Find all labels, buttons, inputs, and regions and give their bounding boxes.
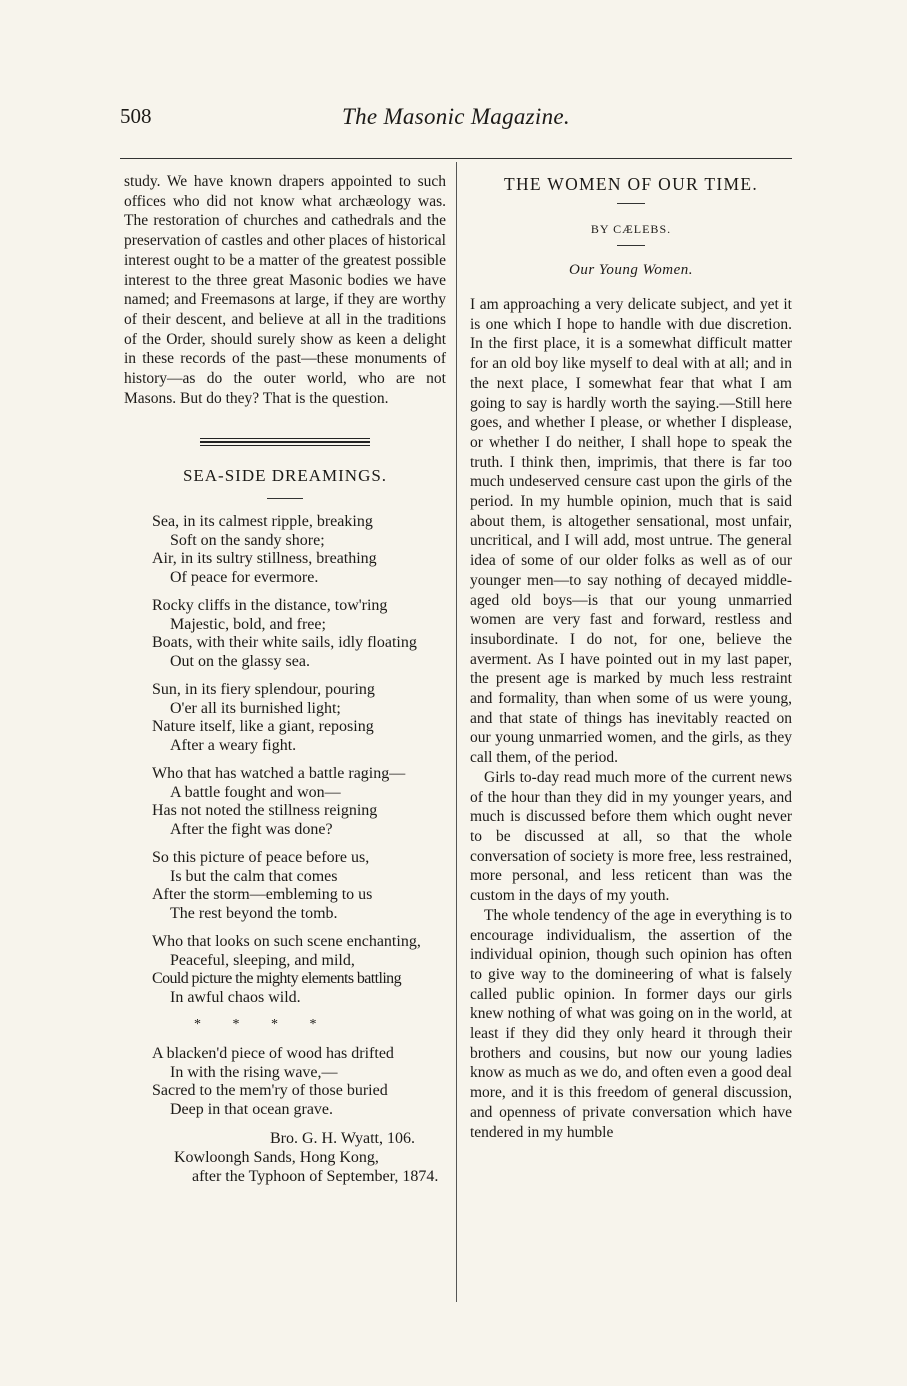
section-separator: * * * * — [194, 1017, 317, 1033]
verse-line: In with the rising wave,— — [170, 1063, 338, 1081]
article-paragraph: I am approaching a very delicate subject, and yet it is one which I hope to handle with due discretion. In the first place, it is a somewhat difficult matter for an old boy like myself to deal with at all; and in the next place, I somewhat fear that what I am going to say is hardly worth the saying.—Still here goes, and whether I please, or whether I displease, or whether I do neither, I shall hope to speak the truth. I think then, imprimis, that there is far too much undeserved censure cast upon the girls of the period. In my humble opinion, much that is said about them, is altogether sensational, most unfair, uncritical, and I will add, most untrue. The general idea of some of our older folks as well as of our younger men—to say nothing of decayed middle-aged old boys—is that our young unmarried women are very fast and forward, restless and insubordinate. I do not, for one, believe the averment. As I have pointed out in my last paper, the present age is marked by much less restraint and formality, than when some of us were young, and that state of things has inevitably reacted on our young unmarried women, and the girls, as they call them, of the period. — [470, 296, 792, 767]
poem-body — [124, 513, 446, 1186]
article-body — [470, 295, 792, 1142]
verse-line: A blacken'd piece of wood has drifted — [152, 1045, 394, 1063]
subheading: Our Young Women. — [569, 262, 693, 278]
stanza — [152, 933, 446, 1007]
header-rule — [120, 158, 792, 159]
short-rule — [267, 498, 303, 499]
verse-line: Who that looks on such scene enchanting, — [152, 933, 421, 951]
page-number: 508 — [120, 104, 152, 128]
verse-line: Air, in its sultry stillness, breathing — [152, 550, 377, 568]
verse-line: Majestic, bold, and free; — [170, 615, 326, 633]
verse-line: After the storm—embleming to us — [152, 886, 373, 904]
verse-line: Could picture the mighty elements battling — [152, 970, 401, 988]
short-rule — [617, 245, 645, 246]
verse-line: Deep in that ocean grave. — [170, 1100, 334, 1118]
verse-line: Nature itself, like a giant, reposing — [152, 718, 374, 736]
verse-line: The rest beyond the tomb. — [170, 904, 338, 922]
stanza — [152, 597, 446, 671]
verse-line: Who that has watched a battle raging— — [152, 765, 406, 783]
verse-line: O'er all its burnished light; — [170, 699, 341, 717]
right-column — [470, 172, 792, 1142]
author-date: after the Typhoon of September, 1874. — [192, 1168, 439, 1186]
verse-line: In awful chaos wild. — [170, 988, 301, 1006]
article-paragraph: The whole tendency of the age in everything is to encourage individualism, the assertion of the individual opinion, though such opinion has often to give way to the domineering of what is falsely called public opinion. In former days our girls knew nothing of what was going on in the world, at least if they did they only heard it through their brothers and cousins, but now our young ladies know as much as we do, and often even a good deal more, and it is this freedom of general discussion, and openness of private conversation which have tendered in my humble — [470, 906, 792, 1141]
byline: BY CÆLEBS. — [590, 222, 672, 236]
author-place: Kowloongh Sands, Hong Kong, — [174, 1149, 379, 1167]
article-title: THE WOMEN OF OUR TIME. — [504, 174, 758, 194]
verse-line: So this picture of peace before us, — [152, 849, 370, 867]
verse-line: After a weary fight. — [170, 736, 297, 754]
verse-line: A battle fought and won— — [170, 783, 341, 801]
verse-line: Out on the glassy sea. — [170, 652, 310, 670]
stanza — [152, 681, 446, 755]
verse-line: Of peace for evermore. — [170, 568, 319, 586]
column-divider — [456, 162, 457, 1302]
author-name: Bro. G. H. Wyatt, 106. — [270, 1130, 415, 1148]
verse-line: Sea, in its calmest ripple, breaking — [152, 513, 373, 531]
verse-line: Has not noted the stillness reigning — [152, 802, 378, 820]
short-rule — [617, 203, 645, 204]
verse-line: Is but the calm that comes — [170, 867, 338, 885]
article-paragraph: Girls to-day read much more of the current news of the hour than they did in my younger years, and much is discussed before them which ought never to be discussed at all, so that the whole conversation of society is more free, less restrained, more personal, and less reticent than was the custom in the days of my youth. — [470, 768, 792, 905]
verse-line: After the fight was done? — [170, 820, 333, 838]
verse-line: Soft on the sandy shore; — [170, 531, 325, 549]
poem-title: SEA-SIDE DREAMINGS. — [182, 466, 388, 486]
verse-line: Sacred to the mem'ry of those buried — [152, 1082, 388, 1100]
verse-line: Peaceful, sleeping, and mild, — [170, 951, 355, 969]
final-stanza — [152, 1045, 446, 1119]
left-column — [124, 172, 446, 1186]
ornamental-rule — [200, 438, 370, 446]
poem-signature — [152, 1129, 446, 1186]
running-title: The Masonic Magazine. — [342, 104, 570, 129]
stanza — [152, 765, 446, 839]
page-header — [120, 104, 792, 138]
stanza — [152, 513, 446, 587]
continued-paragraph: study. We have known drapers appointed to such offices who did not know what archæology was. The restoration of churches and cathedrals and the preservation of castles and other places of historical interest ought to be a matter of the greatest possible interest to the three great Masonic bodies we have named; and Freemasons at large, if they are worthy of their descent, and believe at all in the traditions of the Order, should surely show as keen a delight in these records of the past—these monuments of history—as do the outer world, who are not Masons. But do they? That is the question. — [124, 173, 446, 407]
stanza — [152, 849, 446, 923]
verse-line: Rocky cliffs in the distance, tow'ring — [152, 597, 388, 615]
verse-line: Boats, with their white sails, idly floating — [152, 634, 417, 652]
verse-line: Sun, in its fiery splendour, pouring — [152, 681, 375, 699]
